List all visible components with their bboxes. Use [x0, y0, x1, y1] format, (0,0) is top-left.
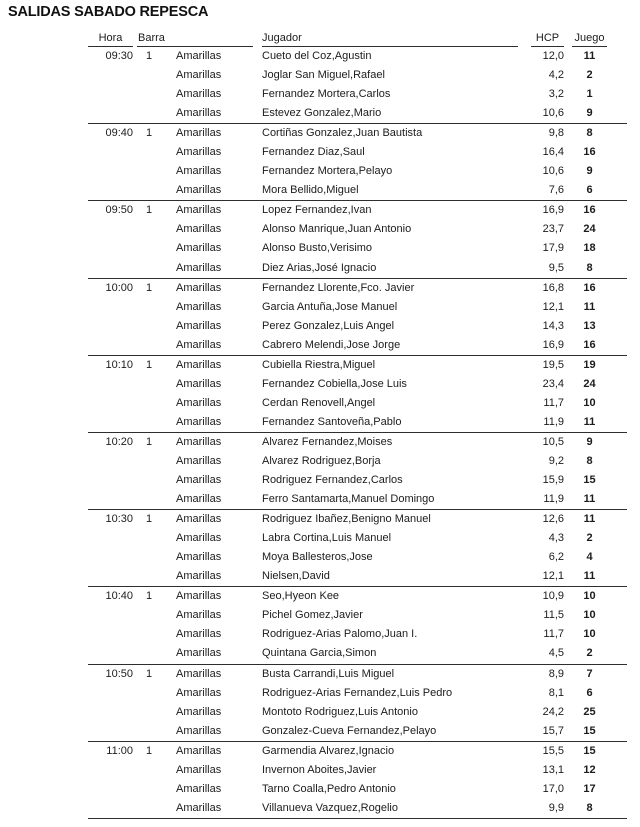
cell-tee-color: Amarillas	[176, 127, 222, 140]
column-header-hcp: HCP	[531, 32, 564, 47]
cell-barra	[133, 471, 165, 490]
cell-hcp: 9,2	[548, 454, 564, 467]
cell-player-name: Ferro Santamarta,Manuel Domingo	[262, 493, 435, 506]
cell-barra	[133, 413, 165, 432]
table-row	[88, 587, 627, 606]
cell-hcp: 10,9	[542, 590, 564, 603]
cell-player-name: Rodriguez Fernandez,Carlos	[262, 474, 403, 487]
cell-hora	[88, 317, 133, 336]
cell-player-name: Garcia Antuña,Jose Manuel	[262, 300, 398, 313]
cell-barra: 1	[145, 127, 153, 140]
tee-time-group	[88, 433, 627, 510]
cell-hora	[88, 722, 133, 741]
cell-barra	[133, 104, 165, 123]
cell-tee-color: Amarillas	[176, 69, 222, 82]
cell-barra	[133, 567, 165, 586]
cell-player-name: Quintana Garcia,Simon	[262, 647, 377, 660]
cell-tee-color: Amarillas	[176, 724, 222, 737]
cell-hora	[88, 85, 133, 104]
cell-player-name: Perez Gonzalez,Luis Angel	[262, 319, 395, 332]
cell-tee-color: Amarillas	[176, 590, 222, 603]
cell-hora	[88, 548, 133, 567]
cell-hora	[88, 490, 133, 509]
cell-barra	[133, 239, 165, 258]
cell-player-name: Moya Ballesteros,Jose	[262, 551, 373, 564]
cell-player-name: Alonso Busto,Verisimo	[262, 242, 373, 255]
cell-hora: 10:50	[105, 667, 133, 680]
cell-tee-color: Amarillas	[176, 204, 222, 217]
cell-player-name: Fernandez Santoveña,Pablo	[262, 415, 402, 428]
cell-juego: 13	[583, 319, 596, 332]
cell-barra	[133, 722, 165, 741]
cell-tee-color: Amarillas	[176, 396, 222, 409]
cell-player-name: Gonzalez-Cueva Fernandez,Pelayo	[262, 724, 437, 737]
cell-barra	[133, 644, 165, 663]
cell-barra: 1	[145, 744, 153, 757]
cell-hora	[88, 780, 133, 799]
table-row	[88, 606, 627, 625]
cell-hcp: 14,3	[542, 319, 564, 332]
cell-tee-color: Amarillas	[176, 300, 222, 313]
cell-tee-color: Amarillas	[176, 532, 222, 545]
cell-barra	[133, 780, 165, 799]
table-row	[88, 104, 627, 123]
cell-player-name: Nielsen,David	[262, 570, 330, 583]
table-row	[88, 356, 627, 375]
cell-hcp: 23,7	[542, 223, 564, 236]
cell-barra: 1	[145, 50, 153, 62]
cell-player-name: Pichel Gomez,Javier	[262, 609, 363, 622]
cell-hcp: 17,9	[542, 242, 564, 255]
cell-hora	[88, 606, 133, 625]
cell-hora	[88, 298, 133, 317]
cell-hcp: 11,9	[543, 415, 564, 428]
cell-juego: 24	[583, 377, 596, 390]
table-row	[88, 452, 627, 471]
cell-juego: 10	[583, 590, 596, 603]
cell-barra	[133, 298, 165, 317]
cell-juego: 11	[583, 513, 596, 526]
cell-hcp: 12,6	[542, 513, 564, 526]
cell-player-name: Rodriguez-Arias Fernandez,Luis Pedro	[262, 686, 453, 699]
cell-tee-color: Amarillas	[176, 242, 222, 255]
tee-time-group	[88, 47, 627, 124]
cell-hcp: 8,9	[548, 667, 564, 680]
cell-tee-color: Amarillas	[176, 744, 222, 757]
cell-hora: 09:40	[105, 127, 133, 140]
cell-tee-color: Amarillas	[176, 551, 222, 564]
column-header-hora: Hora	[88, 32, 133, 47]
cell-hcp: 15,5	[542, 744, 564, 757]
cell-player-name: Labra Cortina,Luis Manuel	[262, 532, 392, 545]
table-row	[88, 625, 627, 644]
cell-juego: 2	[586, 69, 593, 82]
cell-juego: 11	[583, 415, 596, 428]
cell-hora	[88, 644, 133, 663]
cell-tee-color: Amarillas	[176, 377, 222, 390]
cell-hora	[88, 684, 133, 703]
cell-barra	[133, 143, 165, 162]
cell-barra: 1	[145, 281, 153, 294]
cell-juego: 12	[583, 763, 596, 776]
cell-barra	[133, 336, 165, 355]
cell-player-name: Garmendia Alvarez,Ignacio	[262, 744, 395, 757]
tee-time-group	[88, 356, 627, 433]
cell-barra	[133, 181, 165, 200]
cell-tee-color: Amarillas	[176, 415, 222, 428]
cell-juego: 25	[583, 705, 596, 718]
table-row	[88, 162, 627, 181]
tee-time-group	[88, 587, 627, 664]
cell-hora	[88, 104, 133, 123]
cell-hora	[88, 625, 133, 644]
cell-hora: 10:40	[105, 590, 133, 603]
table-row	[88, 413, 627, 432]
cell-barra: 1	[145, 513, 153, 526]
tee-time-group	[88, 665, 627, 742]
cell-hora	[88, 239, 133, 258]
cell-player-name: Fernandez Mortera,Pelayo	[262, 165, 393, 178]
tee-time-group	[88, 279, 627, 356]
table-row	[88, 722, 627, 741]
cell-barra	[133, 66, 165, 85]
cell-hcp: 6,2	[548, 551, 564, 564]
cell-juego: 11	[583, 570, 596, 583]
cell-tee-color: Amarillas	[176, 609, 222, 622]
cell-barra	[133, 317, 165, 336]
cell-tee-color: Amarillas	[176, 454, 222, 467]
cell-hcp: 9,5	[548, 261, 564, 274]
cell-player-name: Montoto Rodriguez,Luis Antonio	[262, 705, 418, 718]
cell-tee-color: Amarillas	[176, 338, 222, 351]
cell-juego: 19	[583, 358, 596, 371]
cell-juego: 15	[583, 724, 596, 737]
cell-juego: 8	[586, 801, 593, 814]
cell-player-name: Fernandez Diaz,Saul	[262, 146, 365, 159]
table-row	[88, 298, 627, 317]
cell-hcp: 23,4	[542, 377, 564, 390]
cell-hora	[88, 66, 133, 85]
cell-player-name: Alvarez Rodriguez,Borja	[262, 454, 381, 467]
cell-juego: 15	[583, 744, 596, 757]
cell-barra	[133, 85, 165, 104]
table-row	[88, 548, 627, 567]
cell-hcp: 15,7	[542, 724, 564, 737]
cell-tee-color: Amarillas	[176, 146, 222, 159]
cell-player-name: Joglar San Miguel,Rafael	[262, 69, 385, 82]
cell-hcp: 7,6	[548, 184, 564, 197]
cell-hora: 10:20	[105, 435, 133, 448]
table-row	[88, 510, 627, 529]
cell-hcp: 16,9	[542, 338, 564, 351]
tee-time-group	[88, 742, 627, 819]
table-row	[88, 239, 627, 258]
column-header-juego: Juego	[572, 32, 607, 47]
cell-juego: 2	[586, 647, 593, 660]
cell-barra	[133, 490, 165, 509]
cell-tee-color: Amarillas	[176, 165, 222, 178]
cell-barra	[133, 394, 165, 413]
cell-hcp: 3,2	[548, 88, 564, 101]
cell-juego: 2	[586, 532, 593, 545]
cell-tee-color: Amarillas	[176, 513, 222, 526]
cell-barra	[133, 684, 165, 703]
cell-barra: 1	[145, 204, 153, 217]
table-row	[88, 644, 627, 663]
cell-player-name: Invernon Aboites,Javier	[262, 763, 377, 776]
table-row	[88, 703, 627, 722]
cell-barra	[133, 375, 165, 394]
cell-tee-color: Amarillas	[176, 261, 222, 274]
cell-player-name: Diez Arias,José Ignacio	[262, 261, 377, 274]
cell-player-name: Fernandez Mortera,Carlos	[262, 88, 391, 101]
cell-tee-color: Amarillas	[176, 628, 222, 641]
table-body	[88, 47, 627, 819]
cell-tee-color: Amarillas	[176, 184, 222, 197]
table-row	[88, 124, 627, 143]
cell-player-name: Rodriguez-Arias Palomo,Juan I.	[262, 628, 418, 641]
cell-barra: 1	[145, 358, 153, 371]
table-header-row	[88, 32, 627, 47]
cell-hcp: 8,1	[548, 686, 564, 699]
cell-juego: 16	[583, 146, 596, 159]
cell-tee-color: Amarillas	[176, 647, 222, 660]
cell-hora: 09:30	[105, 50, 133, 62]
cell-hcp: 4,2	[548, 69, 564, 82]
cell-hcp: 16,8	[542, 281, 564, 294]
table-row	[88, 375, 627, 394]
cell-juego: 10	[583, 609, 596, 622]
cell-juego: 8	[586, 454, 593, 467]
cell-juego: 6	[586, 686, 593, 699]
cell-juego: 9	[586, 165, 593, 178]
cell-hora	[88, 162, 133, 181]
cell-barra	[133, 220, 165, 239]
cell-hcp: 10,6	[542, 107, 564, 120]
cell-juego: 18	[583, 242, 596, 255]
cell-hcp: 12,1	[542, 300, 564, 313]
cell-hora	[88, 394, 133, 413]
table-row	[88, 259, 627, 278]
cell-hora	[88, 220, 133, 239]
cell-player-name: Estevez Gonzalez,Mario	[262, 107, 382, 120]
cell-juego: 9	[586, 107, 593, 120]
cell-hcp: 24,2	[542, 705, 564, 718]
cell-player-name: Fernandez Llorente,Fco. Javier	[262, 281, 415, 294]
column-header-barra: Barra	[137, 32, 253, 47]
cell-hcp: 11,9	[543, 493, 564, 506]
table-row	[88, 471, 627, 490]
cell-hora: 09:50	[105, 204, 133, 217]
cell-juego: 17	[583, 782, 596, 795]
table-row	[88, 742, 627, 761]
cell-hora	[88, 703, 133, 722]
cell-hcp: 16,9	[542, 204, 564, 217]
cell-player-name: Alonso Manrique,Juan Antonio	[262, 223, 412, 236]
cell-player-name: Lopez Fernandez,Ivan	[262, 204, 372, 217]
cell-tee-color: Amarillas	[176, 319, 222, 332]
table-row	[88, 201, 627, 220]
table-row	[88, 336, 627, 355]
cell-barra	[133, 162, 165, 181]
cell-juego: 4	[586, 551, 593, 564]
table-row	[88, 317, 627, 336]
cell-hcp: 10,6	[542, 165, 564, 178]
cell-player-name: Cubiella Riestra,Miguel	[262, 358, 376, 371]
cell-hora	[88, 567, 133, 586]
cell-hcp: 10,5	[542, 435, 564, 448]
cell-juego: 16	[583, 281, 596, 294]
tee-times-table	[88, 32, 627, 819]
table-row	[88, 66, 627, 85]
cell-tee-color: Amarillas	[176, 107, 222, 120]
cell-tee-color: Amarillas	[176, 474, 222, 487]
table-row	[88, 220, 627, 239]
cell-player-name: Seo,Hyeon Kee	[262, 590, 340, 603]
table-row	[88, 47, 627, 66]
cell-hcp: 15,9	[542, 474, 564, 487]
tee-time-group	[88, 124, 627, 201]
cell-player-name: Cueto del Coz,Agustin	[262, 50, 372, 62]
cell-juego: 10	[583, 396, 596, 409]
cell-hora: 10:30	[105, 513, 133, 526]
table-row	[88, 761, 627, 780]
cell-hcp: 11,7	[543, 396, 564, 409]
cell-barra	[133, 703, 165, 722]
cell-tee-color: Amarillas	[176, 801, 222, 814]
cell-hora	[88, 471, 133, 490]
cell-hcp: 9,8	[548, 127, 564, 140]
table-row	[88, 799, 627, 818]
cell-hcp: 17,0	[542, 782, 564, 795]
cell-hora: 10:10	[105, 358, 133, 371]
cell-tee-color: Amarillas	[176, 223, 222, 236]
cell-barra	[133, 625, 165, 644]
table-row	[88, 684, 627, 703]
table-row	[88, 143, 627, 162]
cell-player-name: Fernandez Cobiella,Jose Luis	[262, 377, 407, 390]
cell-player-name: Cortiñas Gonzalez,Juan Bautista	[262, 127, 423, 140]
cell-tee-color: Amarillas	[176, 50, 222, 62]
table-row	[88, 394, 627, 413]
cell-player-name: Cabrero Melendi,Jose Jorge	[262, 338, 401, 351]
cell-barra	[133, 452, 165, 471]
cell-juego: 11	[583, 300, 596, 313]
cell-juego: 10	[583, 628, 596, 641]
cell-tee-color: Amarillas	[176, 493, 222, 506]
cell-hora	[88, 259, 133, 278]
cell-hora	[88, 529, 133, 548]
cell-juego: 6	[586, 184, 593, 197]
cell-hcp: 19,5	[542, 358, 564, 371]
table-row	[88, 780, 627, 799]
cell-tee-color: Amarillas	[176, 435, 222, 448]
cell-barra: 1	[145, 590, 153, 603]
cell-juego: 8	[586, 127, 593, 140]
cell-juego: 11	[583, 493, 596, 506]
cell-juego: 11	[583, 50, 596, 62]
cell-barra: 1	[145, 667, 153, 680]
cell-juego: 9	[586, 435, 593, 448]
cell-tee-color: Amarillas	[176, 88, 222, 101]
cell-juego: 7	[586, 667, 593, 680]
cell-tee-color: Amarillas	[176, 782, 222, 795]
cell-juego: 1	[586, 88, 593, 101]
cell-hora	[88, 761, 133, 780]
cell-player-name: Mora Bellido,Miguel	[262, 184, 359, 197]
table-row	[88, 567, 627, 586]
cell-hcp: 4,5	[548, 647, 564, 660]
cell-tee-color: Amarillas	[176, 686, 222, 699]
cell-hora: 11:00	[106, 744, 133, 757]
cell-barra	[133, 761, 165, 780]
cell-juego: 16	[583, 338, 596, 351]
cell-barra: 1	[145, 435, 153, 448]
cell-player-name: Villanueva Vazquez,Rogelio	[262, 801, 398, 814]
cell-hcp: 4,3	[548, 532, 564, 545]
cell-hora	[88, 375, 133, 394]
cell-player-name: Rodriguez Ibañez,Benigno Manuel	[262, 513, 431, 526]
cell-barra	[133, 606, 165, 625]
table-row	[88, 85, 627, 104]
cell-player-name: Cerdan Renovell,Angel	[262, 396, 376, 409]
cell-juego: 15	[583, 474, 596, 487]
cell-player-name: Tarno Coalla,Pedro Antonio	[262, 782, 396, 795]
page-title: SALIDAS SABADO REPESCA	[8, 4, 209, 20]
cell-hora	[88, 336, 133, 355]
table-row	[88, 279, 627, 298]
cell-barra	[133, 259, 165, 278]
cell-hcp: 9,9	[548, 801, 564, 814]
tee-time-group	[88, 201, 627, 278]
table-row	[88, 433, 627, 452]
table-row	[88, 665, 627, 684]
table-row	[88, 490, 627, 509]
table-row	[88, 529, 627, 548]
cell-player-name: Busta Carrandi,Luis Miguel	[262, 667, 395, 680]
cell-juego: 24	[583, 223, 596, 236]
cell-tee-color: Amarillas	[176, 763, 222, 776]
cell-hora	[88, 143, 133, 162]
cell-hora	[88, 413, 133, 432]
cell-player-name: Alvarez Fernandez,Moises	[262, 435, 393, 448]
table-row	[88, 181, 627, 200]
cell-barra	[133, 799, 165, 818]
cell-hcp: 12,1	[542, 570, 564, 583]
cell-tee-color: Amarillas	[176, 570, 222, 583]
cell-hcp: 11,7	[543, 628, 564, 641]
cell-hcp: 16,4	[542, 146, 564, 159]
cell-juego: 8	[586, 261, 593, 274]
cell-hora	[88, 181, 133, 200]
cell-hora: 10:00	[105, 281, 133, 294]
cell-tee-color: Amarillas	[176, 358, 222, 371]
cell-hora	[88, 799, 133, 818]
cell-tee-color: Amarillas	[176, 281, 222, 294]
cell-tee-color: Amarillas	[176, 705, 222, 718]
tee-time-group	[88, 510, 627, 587]
column-header-jugador: Jugador	[262, 32, 518, 47]
cell-hcp: 11,5	[543, 609, 564, 622]
cell-barra	[133, 529, 165, 548]
cell-tee-color: Amarillas	[176, 667, 222, 680]
cell-hora	[88, 452, 133, 471]
cell-hcp: 13,1	[542, 763, 564, 776]
cell-juego: 16	[583, 204, 596, 217]
cell-hcp: 12,0	[542, 50, 564, 62]
cell-barra	[133, 548, 165, 567]
